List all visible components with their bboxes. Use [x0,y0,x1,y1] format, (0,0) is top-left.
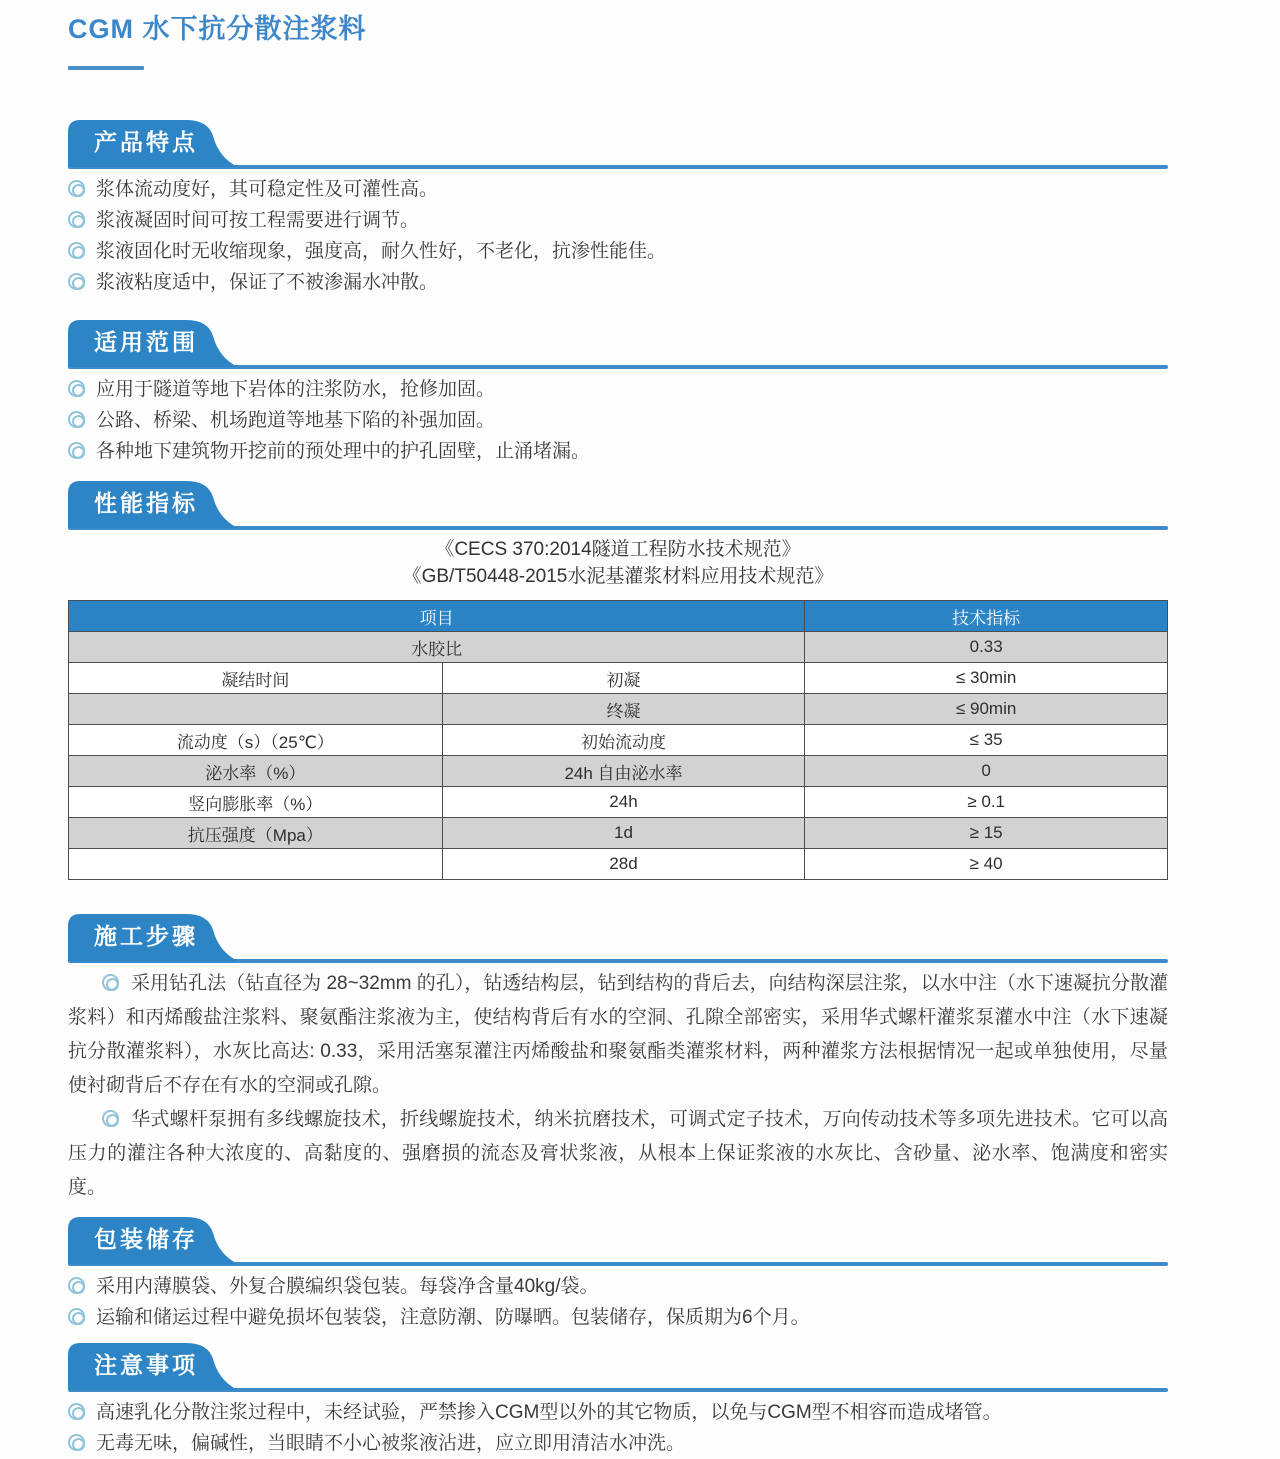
section-badge [68,914,238,961]
list-item [68,236,1168,267]
section-heading: 注意事项 [94,1352,198,1378]
table-header-item: 项目 [69,601,805,632]
list-item-text: 采用内薄膜袋、外复合膜编织袋包装。每袋净含量40kg/袋。 [96,1276,599,1297]
table-row [69,787,1168,818]
ring-bullet-icon [68,442,85,459]
table-row [69,756,1168,787]
table-cell: 28d [442,849,805,880]
table-cell [69,849,443,880]
paragraph-text: 华式螺杆泵拥有多线螺旋技术，折线螺旋技术，纳米抗磨技术，可调式定子技术，万向传动技术等多项先进技术。它可以高压力的灌注各种大浓度的、高黏度的、强磨损的流态及膏状浆液，从根本上保证浆液的水灰比、含砂量、泌水率、饱满度和密实度。 [68,1109,1168,1198]
table-cell: ≥ 40 [805,849,1168,880]
section-packaging-header [68,1217,1168,1266]
section-scope-header [68,320,1168,369]
table-header-index: 技术指标 [805,601,1168,632]
section-performance-header [68,481,1168,530]
ring-bullet-icon [68,411,85,428]
table-cell: 初凝 [442,663,805,694]
table-row [69,632,1168,663]
table-cell: ≤ 90min [805,694,1168,725]
table-row [69,849,1168,880]
table-cell: ≥ 0.1 [805,787,1168,818]
list-item [68,1302,1168,1333]
section-badge [68,1343,238,1390]
list-item-text: 公路、桥梁、机场跑道等地基下陷的补强加固。 [96,410,496,431]
table-cell: 24h [442,787,805,818]
table-cell: 0.33 [805,632,1168,663]
table-row [69,663,1168,694]
standard-reference: 《CECS 370:2014隧道工程防水技术规范》 [435,539,801,560]
section-heading: 产品特点 [94,129,198,155]
ring-bullet-icon [68,180,85,197]
ring-bullet-icon [68,1308,85,1325]
table-cell: ≤ 30min [805,663,1168,694]
section-features [68,120,1168,298]
table-cell: 泌水率（%） [69,756,443,787]
spec-table [68,600,1168,880]
paragraph-text: 采用钻孔法（钻直径为 28~32mm 的孔），钻透结构层，钻到结构的背后去，向结构深层注浆，以水中注（水下速凝抗分散灌浆料）和丙烯酸盐注浆料、聚氨酯注浆液为主，使结构背后有水的空洞、孔隙全部密实，采用华式螺杆灌浆泵灌水中注（水下速凝抗分散灌浆料），水灰比高达: 0.33，采用活塞泵灌注丙烯酸盐和聚氨酯类灌浆材料，两种灌浆方法根据情况一起或单独使用，尽量使衬砌背后不存在有水的空洞或孔隙。 [68,973,1168,1096]
table-row [69,725,1168,756]
table-cell: 抗压强度（Mpa） [69,818,443,849]
section-badge [68,120,238,167]
table-cell [69,694,443,725]
list-item-text: 运输和储运过程中避免损坏包装袋，注意防潮、防曝晒。包装储存，保质期为6个月。 [96,1307,810,1328]
table-cell: 水胶比 [69,632,805,663]
section-heading: 施工步骤 [94,923,198,949]
table-cell: 1d [442,818,805,849]
section-construction [68,914,1168,1205]
list-item [68,405,1168,436]
list-item-text: 高速乳化分散注浆过程中，未经试验，严禁掺入CGM型以外的其它物质，以免与CGM型不相容而造成堵管。 [96,1402,1002,1423]
list-item [68,174,1168,205]
list-item-text: 浆液凝固时间可按工程需要进行调节。 [96,210,420,231]
section-packaging [68,1217,1168,1333]
list-item-text: 无毒无味，偏碱性，当眼睛不小心被浆液沾进，应立即用清洁水冲洗。 [96,1433,686,1454]
list-item-text: 浆液固化时无收缩现象，强度高，耐久性好，不老化，抗渗性能佳。 [96,241,667,262]
table-cell: 流动度（s）（25℃） [69,725,443,756]
ring-bullet-icon [68,1403,85,1420]
table-cell: 凝结时间 [69,663,443,694]
table-cell: ≥ 15 [805,818,1168,849]
ring-bullet-icon [68,242,85,259]
section-construction-header [68,914,1168,963]
list-item [68,436,1168,467]
table-cell: 24h 自由泌水率 [442,756,805,787]
page-title: CGM 水下抗分散注浆料 [68,14,367,44]
ring-bullet-icon [68,1277,85,1294]
construction-paragraphs [68,967,1168,1205]
ring-bullet-icon [68,273,85,290]
section-notes-header [68,1343,1168,1392]
list-item-text: 应用于隧道等地下岩体的注浆防水，抢修加固。 [96,379,496,400]
paragraph [68,1103,1168,1205]
packaging-list [68,1271,1168,1333]
table-row [69,818,1168,849]
list-item [68,374,1168,405]
section-badge [68,320,238,367]
table-header-row [69,601,1168,632]
ring-bullet-icon [68,380,85,397]
section-heading: 性能指标 [94,490,198,516]
ring-bullet-icon [102,1110,119,1127]
section-scope [68,320,1168,467]
table-cell: 初始流动度 [442,725,805,756]
section-heading: 适用范围 [94,329,198,355]
section-heading: 包装储存 [94,1226,198,1252]
table-row [69,694,1168,725]
features-list [68,174,1168,298]
list-item-text: 浆液粘度适中，保证了不被渗漏水冲散。 [96,272,439,293]
ring-bullet-icon [68,211,85,228]
standards-references [68,536,1168,590]
paragraph [68,967,1168,1103]
table-cell: 终凝 [442,694,805,725]
list-item-text: 浆体流动度好，其可稳定性及可灌性高。 [96,179,439,200]
list-item [68,1397,1168,1428]
ring-bullet-icon [102,974,119,991]
list-item [68,267,1168,298]
list-item-text: 各种地下建筑物开挖前的预处理中的护孔固壁，止涌堵漏。 [96,441,591,462]
standard-reference: 《GB/T50448-2015水泥基灌浆材料应用技术规范》 [402,566,834,587]
table-cell: 0 [805,756,1168,787]
title-underline [68,66,144,70]
table-cell: 竖向膨胀率（%） [69,787,443,818]
section-badge [68,1217,238,1264]
list-item [68,1428,1168,1459]
list-item [68,1271,1168,1302]
table-cell: ≤ 35 [805,725,1168,756]
notes-list [68,1397,1168,1459]
ring-bullet-icon [68,1434,85,1451]
section-notes [68,1343,1168,1459]
list-item [68,205,1168,236]
scope-list [68,374,1168,467]
section-performance [68,481,1168,880]
section-badge [68,481,238,528]
section-features-header [68,120,1168,169]
